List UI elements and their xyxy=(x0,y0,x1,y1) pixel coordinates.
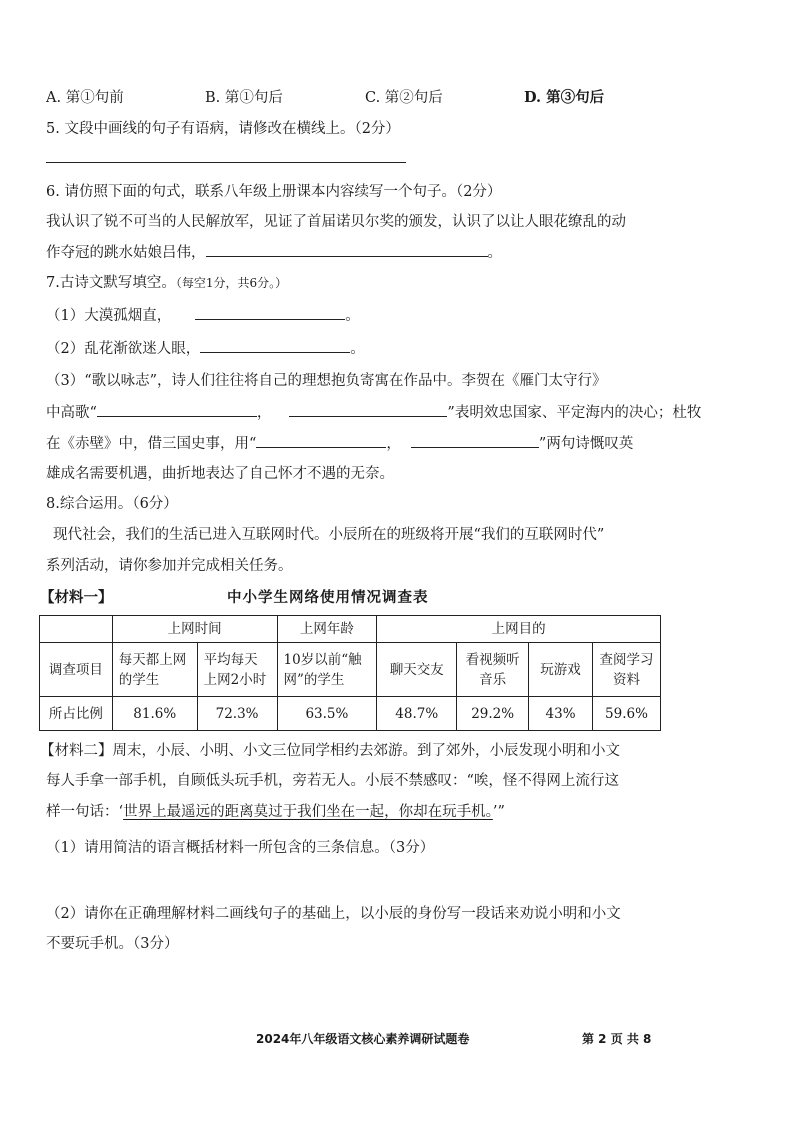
q7-item1-text: （1）大漠孤烟直， xyxy=(46,308,172,324)
q7-item3-line2-b: ， xyxy=(256,405,272,421)
answer-blank-q7-1[interactable] xyxy=(195,305,345,320)
survey-table xyxy=(39,615,661,731)
material2-line3-b: ’” xyxy=(492,804,505,820)
q7-item3-line3-b: ， xyxy=(386,436,401,452)
q7-score: （每空1分，共6分。） xyxy=(175,276,288,290)
answer-blank-q7-4[interactable] xyxy=(289,402,447,417)
underlined-sentence: 世界上最遥远的距离莫过于我们坐在一起，你却在玩手机。 xyxy=(123,804,493,820)
table-item-row xyxy=(40,643,661,697)
option-c: C. 第②句后 xyxy=(365,90,443,106)
q7-item2-period: 。 xyxy=(350,341,365,357)
value-video: 29.2% xyxy=(457,697,529,731)
value-games: 43% xyxy=(529,697,593,731)
table-corner-cell xyxy=(40,616,113,643)
row-label-ratio: 所占比例 xyxy=(40,697,113,731)
answer-area-q8-1[interactable] xyxy=(46,862,746,898)
material1-label: 【材料一】 xyxy=(40,589,113,606)
value-chat: 48.7% xyxy=(377,697,457,731)
col-header-chat: 聊天交友 xyxy=(377,643,457,697)
q7-item3-line4: 雄成名需要机遇，曲折地表达了自己怀才不遇的无奈。 xyxy=(46,466,394,482)
q7-item3-line1: （3）“歌以咏志”，诗人们往往将自己的理想抱负寄寓在作品中。李贺在《雁门太守行》 xyxy=(46,373,607,389)
col-header-daily: 每天都上网的学生 xyxy=(112,643,197,697)
question-8: 8.综合运用。（6分） xyxy=(46,496,178,512)
q7-title: 7.古诗文默写填空。 xyxy=(46,275,176,291)
answer-blank-q7-6[interactable] xyxy=(411,433,539,448)
answer-area-q8-2[interactable] xyxy=(46,960,746,1020)
q7-item3-line2-a: 中高歌“ xyxy=(46,405,97,421)
question-5: 5. 文段中画线的句子有语病，请修改在横线上。（2分） xyxy=(46,121,400,137)
q7-item3-line3 xyxy=(46,433,633,454)
q8-intro-line1: 现代社会，我们的生活已进入互联网时代。小辰所在的班级将开展“我们的互联网时代” xyxy=(53,527,605,543)
option-b: B. 第①句后 xyxy=(205,90,283,106)
q7-item1 xyxy=(46,305,360,326)
q8-sub2-line1: （2）请你在正确理解材料二画线句子的基础上，以小辰的身份写一段话来劝说小明和小文 xyxy=(46,906,621,922)
group-time-header: 上网时间 xyxy=(112,616,277,643)
q7-item3-line3-a: 在《赤壁》中，借三国史事，用“ xyxy=(46,436,257,452)
answer-blank-q6[interactable] xyxy=(206,242,488,257)
value-2hours: 72.3% xyxy=(197,697,277,731)
material2-line3 xyxy=(46,802,505,822)
q7-item1-period: 。 xyxy=(345,308,360,324)
table-title: 中小学生网络使用情况调查表 xyxy=(227,589,429,606)
group-age-header: 上网年龄 xyxy=(277,616,377,643)
q8-intro-line2: 系列活动，请你参加并完成相关任务。 xyxy=(46,558,293,574)
answer-blank-q7-2[interactable] xyxy=(200,338,350,353)
value-daily: 81.6% xyxy=(112,697,197,731)
col-header-study: 查阅学习资料 xyxy=(592,643,660,697)
q7-item3-line2-c: ”表明效忠国家、平定海内的决心；杜牧 xyxy=(447,405,702,421)
question-6: 6. 请仿照下面的句式，联系八年级上册课本内容续写一个句子。（2分） xyxy=(46,184,502,200)
footer-page-number: 第 2 页 共 8 xyxy=(582,1032,652,1046)
col-header-games: 玩游戏 xyxy=(529,643,593,697)
q6-line2 xyxy=(46,242,502,263)
q6-period: 。 xyxy=(487,245,502,261)
answer-blank-q7-5[interactable] xyxy=(256,433,386,448)
table-header-row xyxy=(40,616,661,643)
q8-sub1: （1）请用简洁的语言概括材料一所包含的三条信息。（3分） xyxy=(46,840,435,856)
q6-line2-prefix: 作夺冠的跳水姑娘吕伟， xyxy=(46,245,206,261)
answer-blank-q7-3[interactable] xyxy=(97,402,257,417)
value-study: 59.6% xyxy=(592,697,660,731)
material2-line3-a: 样一句话：‘ xyxy=(46,804,124,820)
q7-item3-line3-c: ”两句诗慨叹英 xyxy=(538,436,634,452)
col-header-age10: 10岁以前“触网”的学生 xyxy=(277,643,377,697)
col-header-2hours: 平均每天上网2小时 xyxy=(197,643,277,697)
col-header-video: 看视频听音乐 xyxy=(457,643,529,697)
row-label-item: 调查项目 xyxy=(40,643,113,697)
q7-item2 xyxy=(46,338,365,359)
material2-line2: 每人手拿一部手机，自顾低头玩手机，旁若无人。小辰不禁感叹：“唉，怪不得网上流行这 xyxy=(46,773,619,789)
q7-item2-text: （2）乱花渐欲迷人眼， xyxy=(46,341,201,357)
option-d: D. 第③句后 xyxy=(524,89,605,106)
footer-title: 2024年八年级语文核心素养调研试题卷 xyxy=(256,1032,470,1046)
answer-line-q5[interactable] xyxy=(46,162,406,163)
q8-sub2-line2: 不要玩手机。（3分） xyxy=(46,936,179,952)
value-age10: 63.5% xyxy=(277,697,377,731)
material2-line1: 【材料二】周末，小辰、小明、小文三位同学相约去郊游。到了郊外，小辰发现小明和小文 xyxy=(40,743,620,759)
q6-line1: 我认识了锐不可当的人民解放军，见证了首届诺贝尔奖的颁发，认识了以让人眼花缭乱的动 xyxy=(46,214,626,230)
option-a: A. 第①句前 xyxy=(46,90,124,106)
q7-item3-line2 xyxy=(46,402,701,423)
group-purpose-header: 上网目的 xyxy=(377,616,661,643)
table-ratio-row xyxy=(40,697,661,731)
question-7 xyxy=(46,273,287,293)
